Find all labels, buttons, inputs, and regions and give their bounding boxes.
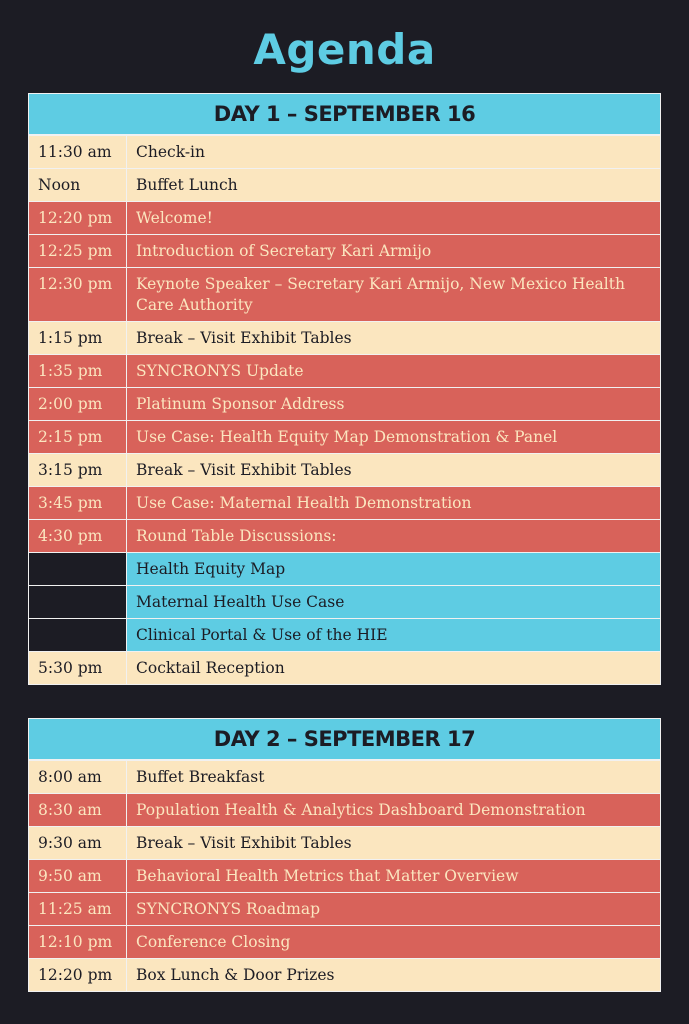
agenda-row	[29, 652, 660, 684]
agenda-time: 12:20 pm	[29, 202, 127, 234]
agenda-time: 5:30 pm	[29, 652, 127, 684]
agenda-time: 1:15 pm	[29, 322, 127, 354]
agenda-row	[29, 322, 660, 355]
agenda-row	[29, 619, 660, 652]
day-2-rows	[29, 761, 660, 991]
agenda-event: SYNCRONYS Roadmap	[127, 893, 660, 925]
agenda-time	[29, 586, 127, 618]
agenda-event: Maternal Health Use Case	[127, 586, 660, 618]
agenda-event: Use Case: Maternal Health Demonstration	[127, 487, 660, 519]
agenda-row	[29, 761, 660, 794]
agenda-event: Behavioral Health Metrics that Matter Overview	[127, 860, 660, 892]
agenda-event: Break – Visit Exhibit Tables	[127, 322, 660, 354]
agenda-row	[29, 355, 660, 388]
page-title: Agenda	[253, 25, 436, 74]
agenda-time: 12:20 pm	[29, 959, 127, 991]
agenda-event: Break – Visit Exhibit Tables	[127, 827, 660, 859]
agenda-time: 3:15 pm	[29, 454, 127, 486]
agenda-row	[29, 421, 660, 454]
agenda-row	[29, 926, 660, 959]
agenda-time: 4:30 pm	[29, 520, 127, 552]
agenda-event: Welcome!	[127, 202, 660, 234]
agenda-time: 11:30 am	[29, 136, 127, 168]
agenda-row	[29, 454, 660, 487]
day-2-schedule	[28, 718, 661, 992]
agenda-event: Buffet Lunch	[127, 169, 660, 201]
agenda-event: SYNCRONYS Update	[127, 355, 660, 387]
agenda-event: Clinical Portal & Use of the HIE	[127, 619, 660, 651]
agenda-time: 8:30 am	[29, 794, 127, 826]
agenda-event: Box Lunch & Door Prizes	[127, 959, 660, 991]
agenda-time	[29, 619, 127, 651]
agenda-time: 2:00 pm	[29, 388, 127, 420]
agenda-time: 8:00 am	[29, 761, 127, 793]
agenda-event: Cocktail Reception	[127, 652, 660, 684]
agenda-time: 12:30 pm	[29, 268, 127, 321]
agenda-event: Health Equity Map	[127, 553, 660, 585]
agenda-row	[29, 520, 660, 553]
agenda-row	[29, 388, 660, 421]
agenda-time: 12:10 pm	[29, 926, 127, 958]
agenda-row	[29, 553, 660, 586]
agenda-event: Round Table Discussions:	[127, 520, 660, 552]
agenda-event: Keynote Speaker – Secretary Kari Armijo, New Mexico Health Care Authority	[127, 268, 660, 321]
agenda-time: 9:50 am	[29, 860, 127, 892]
agenda-time: 1:35 pm	[29, 355, 127, 387]
agenda-row	[29, 487, 660, 520]
agenda-row	[29, 860, 660, 893]
day-1-heading: DAY 1 – SEPTEMBER 16	[29, 94, 660, 136]
day-2-heading: DAY 2 – SEPTEMBER 17	[29, 719, 660, 761]
agenda-row	[29, 136, 660, 169]
agenda-row	[29, 202, 660, 235]
agenda-row	[29, 893, 660, 926]
agenda-time: 3:45 pm	[29, 487, 127, 519]
agenda-event: Break – Visit Exhibit Tables	[127, 454, 660, 486]
agenda-row	[29, 169, 660, 202]
day-1-rows	[29, 136, 660, 684]
agenda-time: Noon	[29, 169, 127, 201]
agenda-event: Check-in	[127, 136, 660, 168]
agenda-row	[29, 235, 660, 268]
agenda-time: 2:15 pm	[29, 421, 127, 453]
agenda-row	[29, 586, 660, 619]
agenda-time	[29, 553, 127, 585]
agenda-time: 9:30 am	[29, 827, 127, 859]
agenda-event: Buffet Breakfast	[127, 761, 660, 793]
agenda-event: Introduction of Secretary Kari Armijo	[127, 235, 660, 267]
agenda-row	[29, 959, 660, 991]
day-1-schedule	[28, 93, 661, 685]
agenda-row	[29, 794, 660, 827]
agenda-event: Use Case: Health Equity Map Demonstration & Panel	[127, 421, 660, 453]
agenda-row	[29, 827, 660, 860]
agenda-time: 11:25 am	[29, 893, 127, 925]
agenda-row	[29, 268, 660, 322]
agenda-event: Platinum Sponsor Address	[127, 388, 660, 420]
agenda-event: Conference Closing	[127, 926, 660, 958]
agenda-event: Population Health & Analytics Dashboard Demonstration	[127, 794, 660, 826]
agenda-time: 12:25 pm	[29, 235, 127, 267]
